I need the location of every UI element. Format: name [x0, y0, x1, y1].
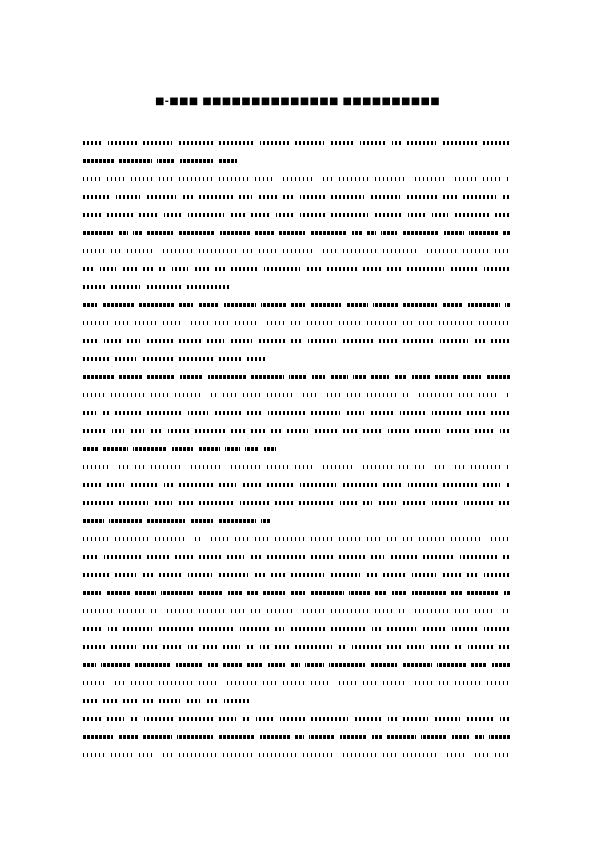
- text-line: [83, 242, 511, 260]
- paragraph: [83, 530, 511, 638]
- text-line: [83, 476, 511, 494]
- text-line: [83, 206, 511, 224]
- text-line: [83, 566, 511, 584]
- paragraph: [83, 710, 511, 764]
- paragraph: [83, 638, 511, 710]
- text-line: [83, 296, 511, 314]
- text-line: [83, 422, 511, 440]
- text-line: [83, 674, 511, 692]
- text-line: [83, 656, 511, 674]
- text-line: [83, 710, 511, 728]
- paragraph: [83, 170, 511, 296]
- text-line: [83, 188, 511, 206]
- text-line: [83, 350, 267, 368]
- paragraph: [83, 134, 511, 170]
- text-line: [83, 152, 237, 170]
- document-body: [83, 134, 511, 764]
- text-line: [83, 728, 511, 746]
- text-line: [83, 692, 250, 710]
- text-line: [83, 458, 511, 476]
- text-line: [83, 260, 511, 278]
- text-line: [83, 278, 229, 296]
- text-line: [83, 638, 511, 656]
- text-line: [83, 530, 511, 548]
- text-line: [83, 584, 511, 602]
- text-line: [83, 368, 511, 386]
- paragraph: [83, 368, 511, 458]
- text-line: [83, 386, 511, 404]
- text-line: [83, 440, 276, 458]
- text-line: [83, 170, 511, 188]
- text-line: [83, 332, 511, 350]
- text-line: [83, 134, 511, 152]
- paragraph: [83, 296, 511, 368]
- paragraph: [83, 458, 511, 530]
- text-line: [83, 404, 511, 422]
- text-line: [83, 494, 511, 512]
- text-line: [83, 620, 511, 638]
- text-line: [83, 746, 511, 764]
- document-title: ■-■■■ ■■■■■■■■■■■■■■ ■■■■■■■■■■: [155, 96, 440, 107]
- text-line: [83, 548, 511, 566]
- text-line: [83, 602, 511, 620]
- text-line: [83, 224, 511, 242]
- text-line: [83, 512, 271, 530]
- text-line: [83, 314, 511, 332]
